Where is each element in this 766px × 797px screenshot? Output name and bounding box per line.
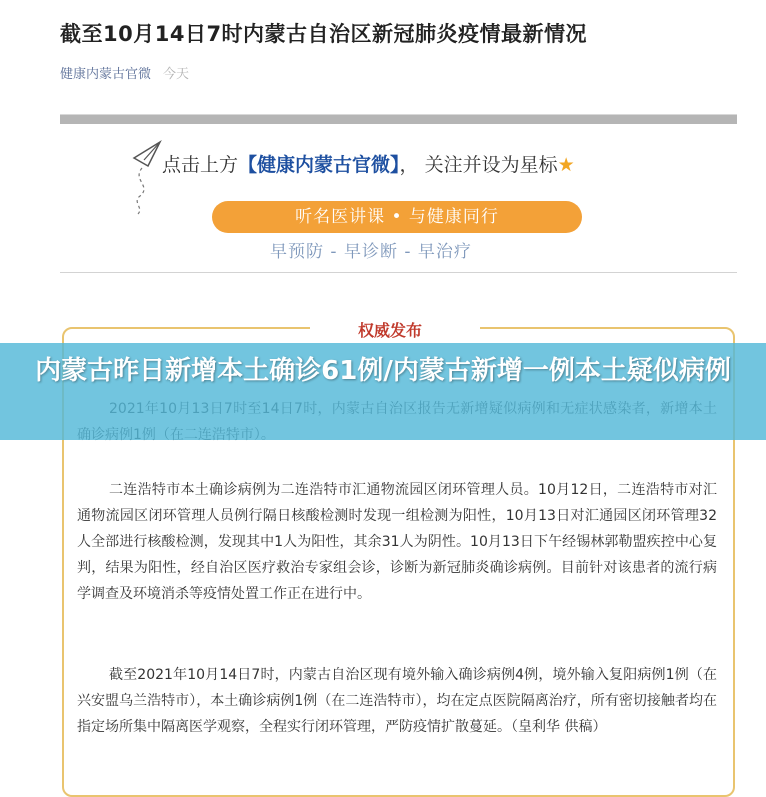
follow-prompt: [162, 150, 575, 177]
header-divider: [60, 114, 737, 124]
account-name[interactable]: 【健康内蒙古官微】: [238, 154, 400, 176]
paper-plane-icon: [130, 136, 164, 216]
article-meta: [60, 63, 189, 82]
source-account-link[interactable]: 健康内蒙古官微: [60, 67, 152, 82]
banner-divider: [60, 272, 737, 273]
notice-paragraph: 二连浩特市本土确诊病例为二连浩特市汇通物流园区闭环管理人员。10月12日，二连浩特市对汇通物流园区闭环管理人员例行隔日核酸检测时发现一组检测为阳性，10月13日对汇通园区闭环管理32人全部进行核酸检测，发现其中1人为阳性，其余31人为阴性。10月13日下午经锡林郭勒盟疾控中心复判，结果为阳性，经自治区医疗救治专家组会诊，诊断为新冠肺炎确诊病例。目前针对该患者的流行病学调查及环境消杀等疫情处置工作正在进行中。: [77, 482, 717, 602]
notice-paragraph: 截至2021年10月14日7时，内蒙古自治区现有境外输入确诊病例4例，境外输入复阳病例1例（在兴安盟乌兰浩特市），本土确诊病例1例（在二连浩特市），均在定点医院隔离治疗，所有密切接触者均在指定场所集中隔离医学观察，全程实行闭环管理，严防疫情扩散蔓延。（皇利华 供稿）: [77, 667, 717, 735]
health-slogan: 早预防 - 早诊断 - 早治疗: [270, 242, 472, 262]
star-icon: ★: [557, 154, 575, 176]
follow-prefix: 点击上方: [162, 154, 239, 176]
overlay-caption: 内蒙古昨日新增本土确诊61例/内蒙古新增一例本土疑似病例: [35, 356, 731, 386]
follow-suffix: ， 关注并设为星标: [399, 154, 558, 176]
notice-heading: 权威发布: [358, 321, 423, 340]
article-title: 截至10月14日7时内蒙古自治区新冠肺炎疫情最新情况: [60, 22, 588, 46]
publish-time: 今天: [163, 67, 190, 82]
follow-banner[interactable]: [60, 128, 737, 273]
lecture-pill: 听名医讲课 • 与健康同行: [212, 201, 582, 233]
